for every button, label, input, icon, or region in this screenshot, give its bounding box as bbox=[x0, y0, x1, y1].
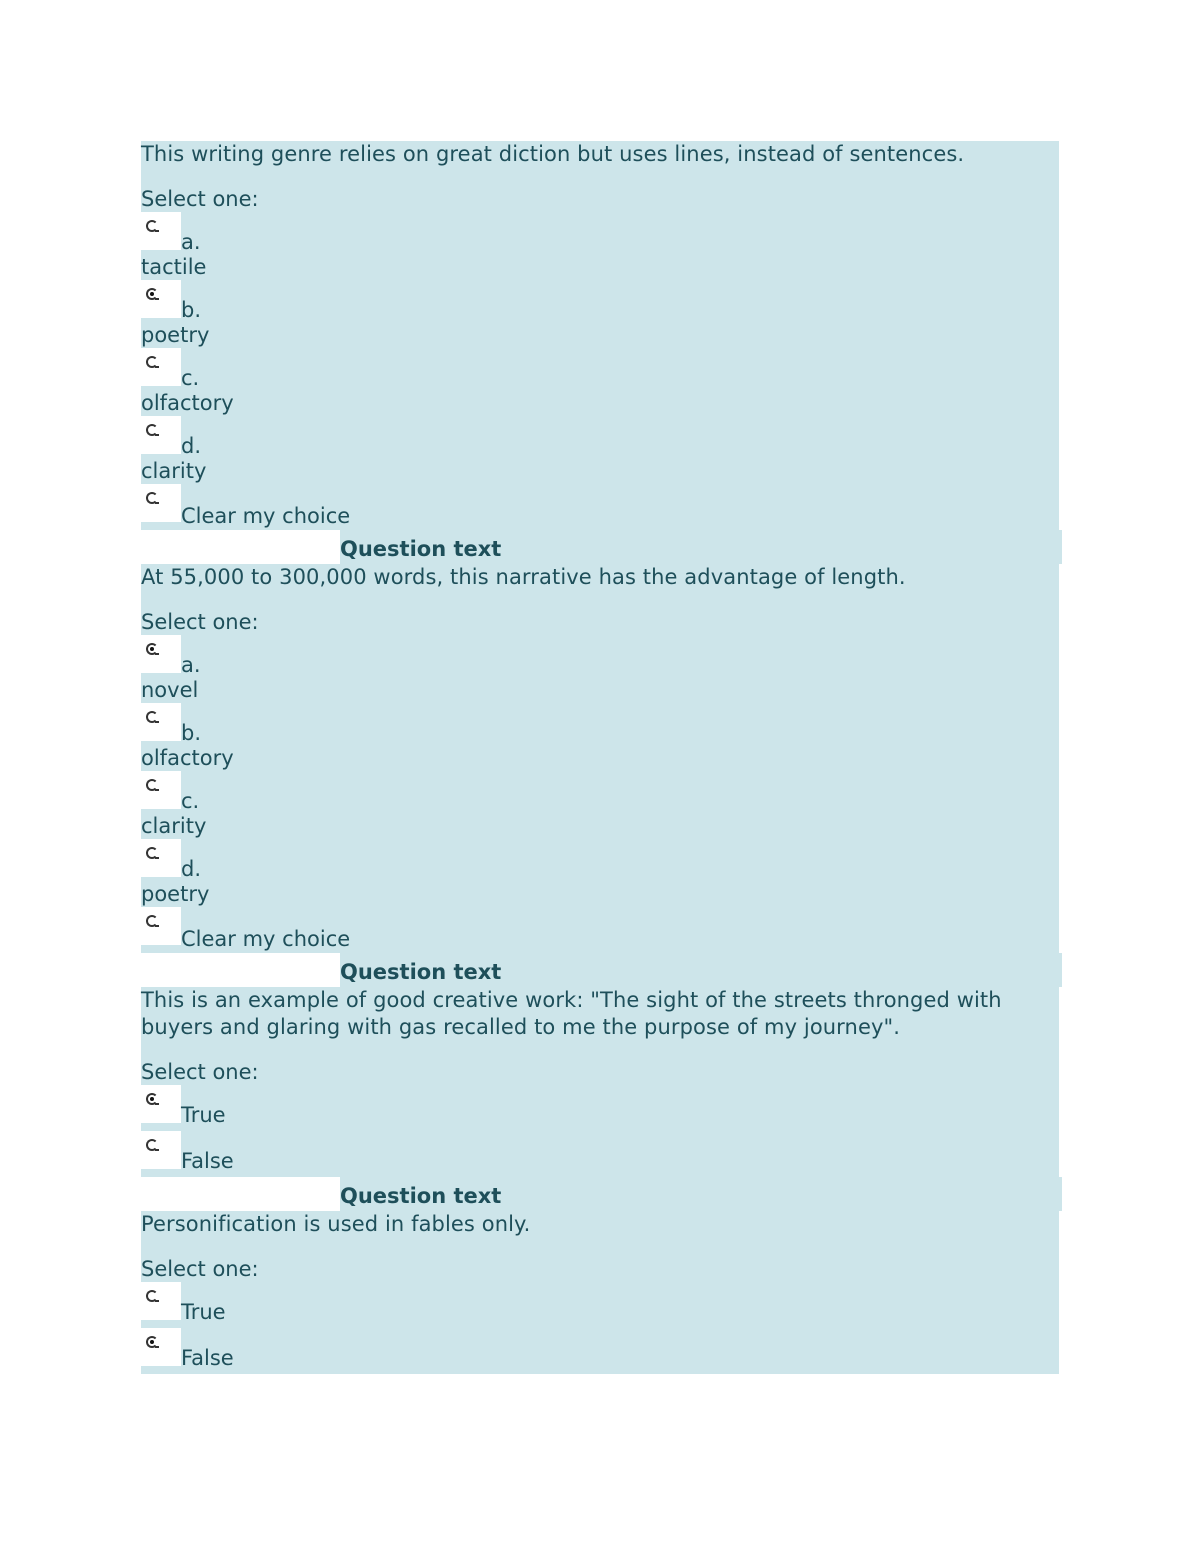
radio-checked-icon bbox=[146, 1336, 158, 1348]
option-answer: olfactory bbox=[141, 391, 234, 415]
option-letter: d. bbox=[181, 857, 202, 881]
clear-choice-label[interactable]: Clear my choice bbox=[181, 504, 351, 528]
option-letter: c. bbox=[181, 789, 200, 813]
question-1 bbox=[141, 141, 1059, 530]
option-answer: clarity bbox=[141, 814, 207, 838]
option-a[interactable] bbox=[141, 635, 1059, 703]
radio-button[interactable] bbox=[141, 348, 181, 386]
option-c[interactable] bbox=[141, 771, 1059, 839]
question-3 bbox=[141, 987, 1059, 1177]
option-a[interactable] bbox=[141, 212, 1059, 280]
radio-icon bbox=[146, 711, 158, 723]
radio-icon bbox=[146, 847, 158, 859]
radio-checked-icon bbox=[146, 288, 158, 300]
select-one-label: Select one: bbox=[141, 1257, 259, 1281]
select-one-label: Select one: bbox=[141, 610, 259, 634]
radio-icon bbox=[146, 779, 158, 791]
radio-button[interactable] bbox=[141, 703, 181, 741]
option-false[interactable] bbox=[141, 1131, 1059, 1177]
radio-icon bbox=[146, 492, 158, 504]
radio-button[interactable] bbox=[141, 635, 181, 673]
radio-button[interactable] bbox=[141, 839, 181, 877]
radio-button[interactable] bbox=[141, 1328, 181, 1366]
radio-icon bbox=[146, 220, 158, 232]
question-text: This writing genre relies on great diction but uses lines, instead of sentences. bbox=[141, 142, 965, 166]
select-one-label: Select one: bbox=[141, 1060, 259, 1084]
radio-icon bbox=[146, 1290, 158, 1302]
radio-button[interactable] bbox=[141, 212, 181, 250]
option-d[interactable] bbox=[141, 839, 1059, 907]
radio-button[interactable] bbox=[141, 1085, 181, 1123]
radio-icon bbox=[146, 424, 158, 436]
clear-choice[interactable] bbox=[141, 484, 1059, 530]
option-label: False bbox=[181, 1346, 234, 1370]
radio-button[interactable] bbox=[141, 1282, 181, 1320]
radio-button[interactable] bbox=[141, 771, 181, 809]
option-answer: poetry bbox=[141, 323, 210, 347]
quiz-page bbox=[141, 141, 1059, 1374]
question-2 bbox=[141, 564, 1059, 953]
option-letter: c. bbox=[181, 366, 200, 390]
option-letter: d. bbox=[181, 434, 202, 458]
option-letter: a. bbox=[181, 653, 201, 677]
question-text: This is an example of good creative work: "The sight of the streets thronged with buyers and glaring with gas recalled to me the purpose of my journey". bbox=[141, 988, 1002, 1039]
option-letter: b. bbox=[181, 298, 202, 322]
question-4 bbox=[141, 1211, 1059, 1374]
clear-choice-label[interactable]: Clear my choice bbox=[181, 927, 351, 951]
radio-icon bbox=[146, 356, 158, 368]
option-label: False bbox=[181, 1149, 234, 1173]
option-answer: tactile bbox=[141, 255, 207, 279]
select-one-label: Select one: bbox=[141, 187, 259, 211]
question-header-label: Question text bbox=[340, 953, 1062, 987]
option-letter: b. bbox=[181, 721, 202, 745]
radio-button[interactable] bbox=[141, 416, 181, 454]
clear-choice[interactable] bbox=[141, 907, 1059, 953]
option-false[interactable] bbox=[141, 1328, 1059, 1374]
radio-icon bbox=[146, 1139, 158, 1151]
radio-button[interactable] bbox=[141, 907, 181, 945]
question-header bbox=[141, 1177, 1059, 1211]
question-header-label: Question text bbox=[340, 530, 1062, 564]
question-header bbox=[141, 953, 1059, 987]
question-text: At 55,000 to 300,000 words, this narrative has the advantage of length. bbox=[141, 565, 906, 589]
option-label: True bbox=[181, 1300, 226, 1324]
option-answer: poetry bbox=[141, 882, 210, 906]
radio-checked-icon bbox=[146, 1093, 158, 1105]
option-letter: a. bbox=[181, 230, 201, 254]
option-answer: olfactory bbox=[141, 746, 234, 770]
question-header-label: Question text bbox=[340, 1177, 1062, 1211]
option-answer: novel bbox=[141, 678, 199, 702]
option-b[interactable] bbox=[141, 280, 1059, 348]
option-c[interactable] bbox=[141, 348, 1059, 416]
radio-checked-icon bbox=[146, 643, 158, 655]
radio-button[interactable] bbox=[141, 484, 181, 522]
option-answer: clarity bbox=[141, 459, 207, 483]
option-label: True bbox=[181, 1103, 226, 1127]
radio-icon bbox=[146, 915, 158, 927]
question-text: Personification is used in fables only. bbox=[141, 1212, 531, 1236]
option-true[interactable] bbox=[141, 1282, 1059, 1328]
radio-button[interactable] bbox=[141, 280, 181, 318]
option-true[interactable] bbox=[141, 1085, 1059, 1131]
radio-button[interactable] bbox=[141, 1131, 181, 1169]
option-b[interactable] bbox=[141, 703, 1059, 771]
option-d[interactable] bbox=[141, 416, 1059, 484]
question-header bbox=[141, 530, 1059, 564]
